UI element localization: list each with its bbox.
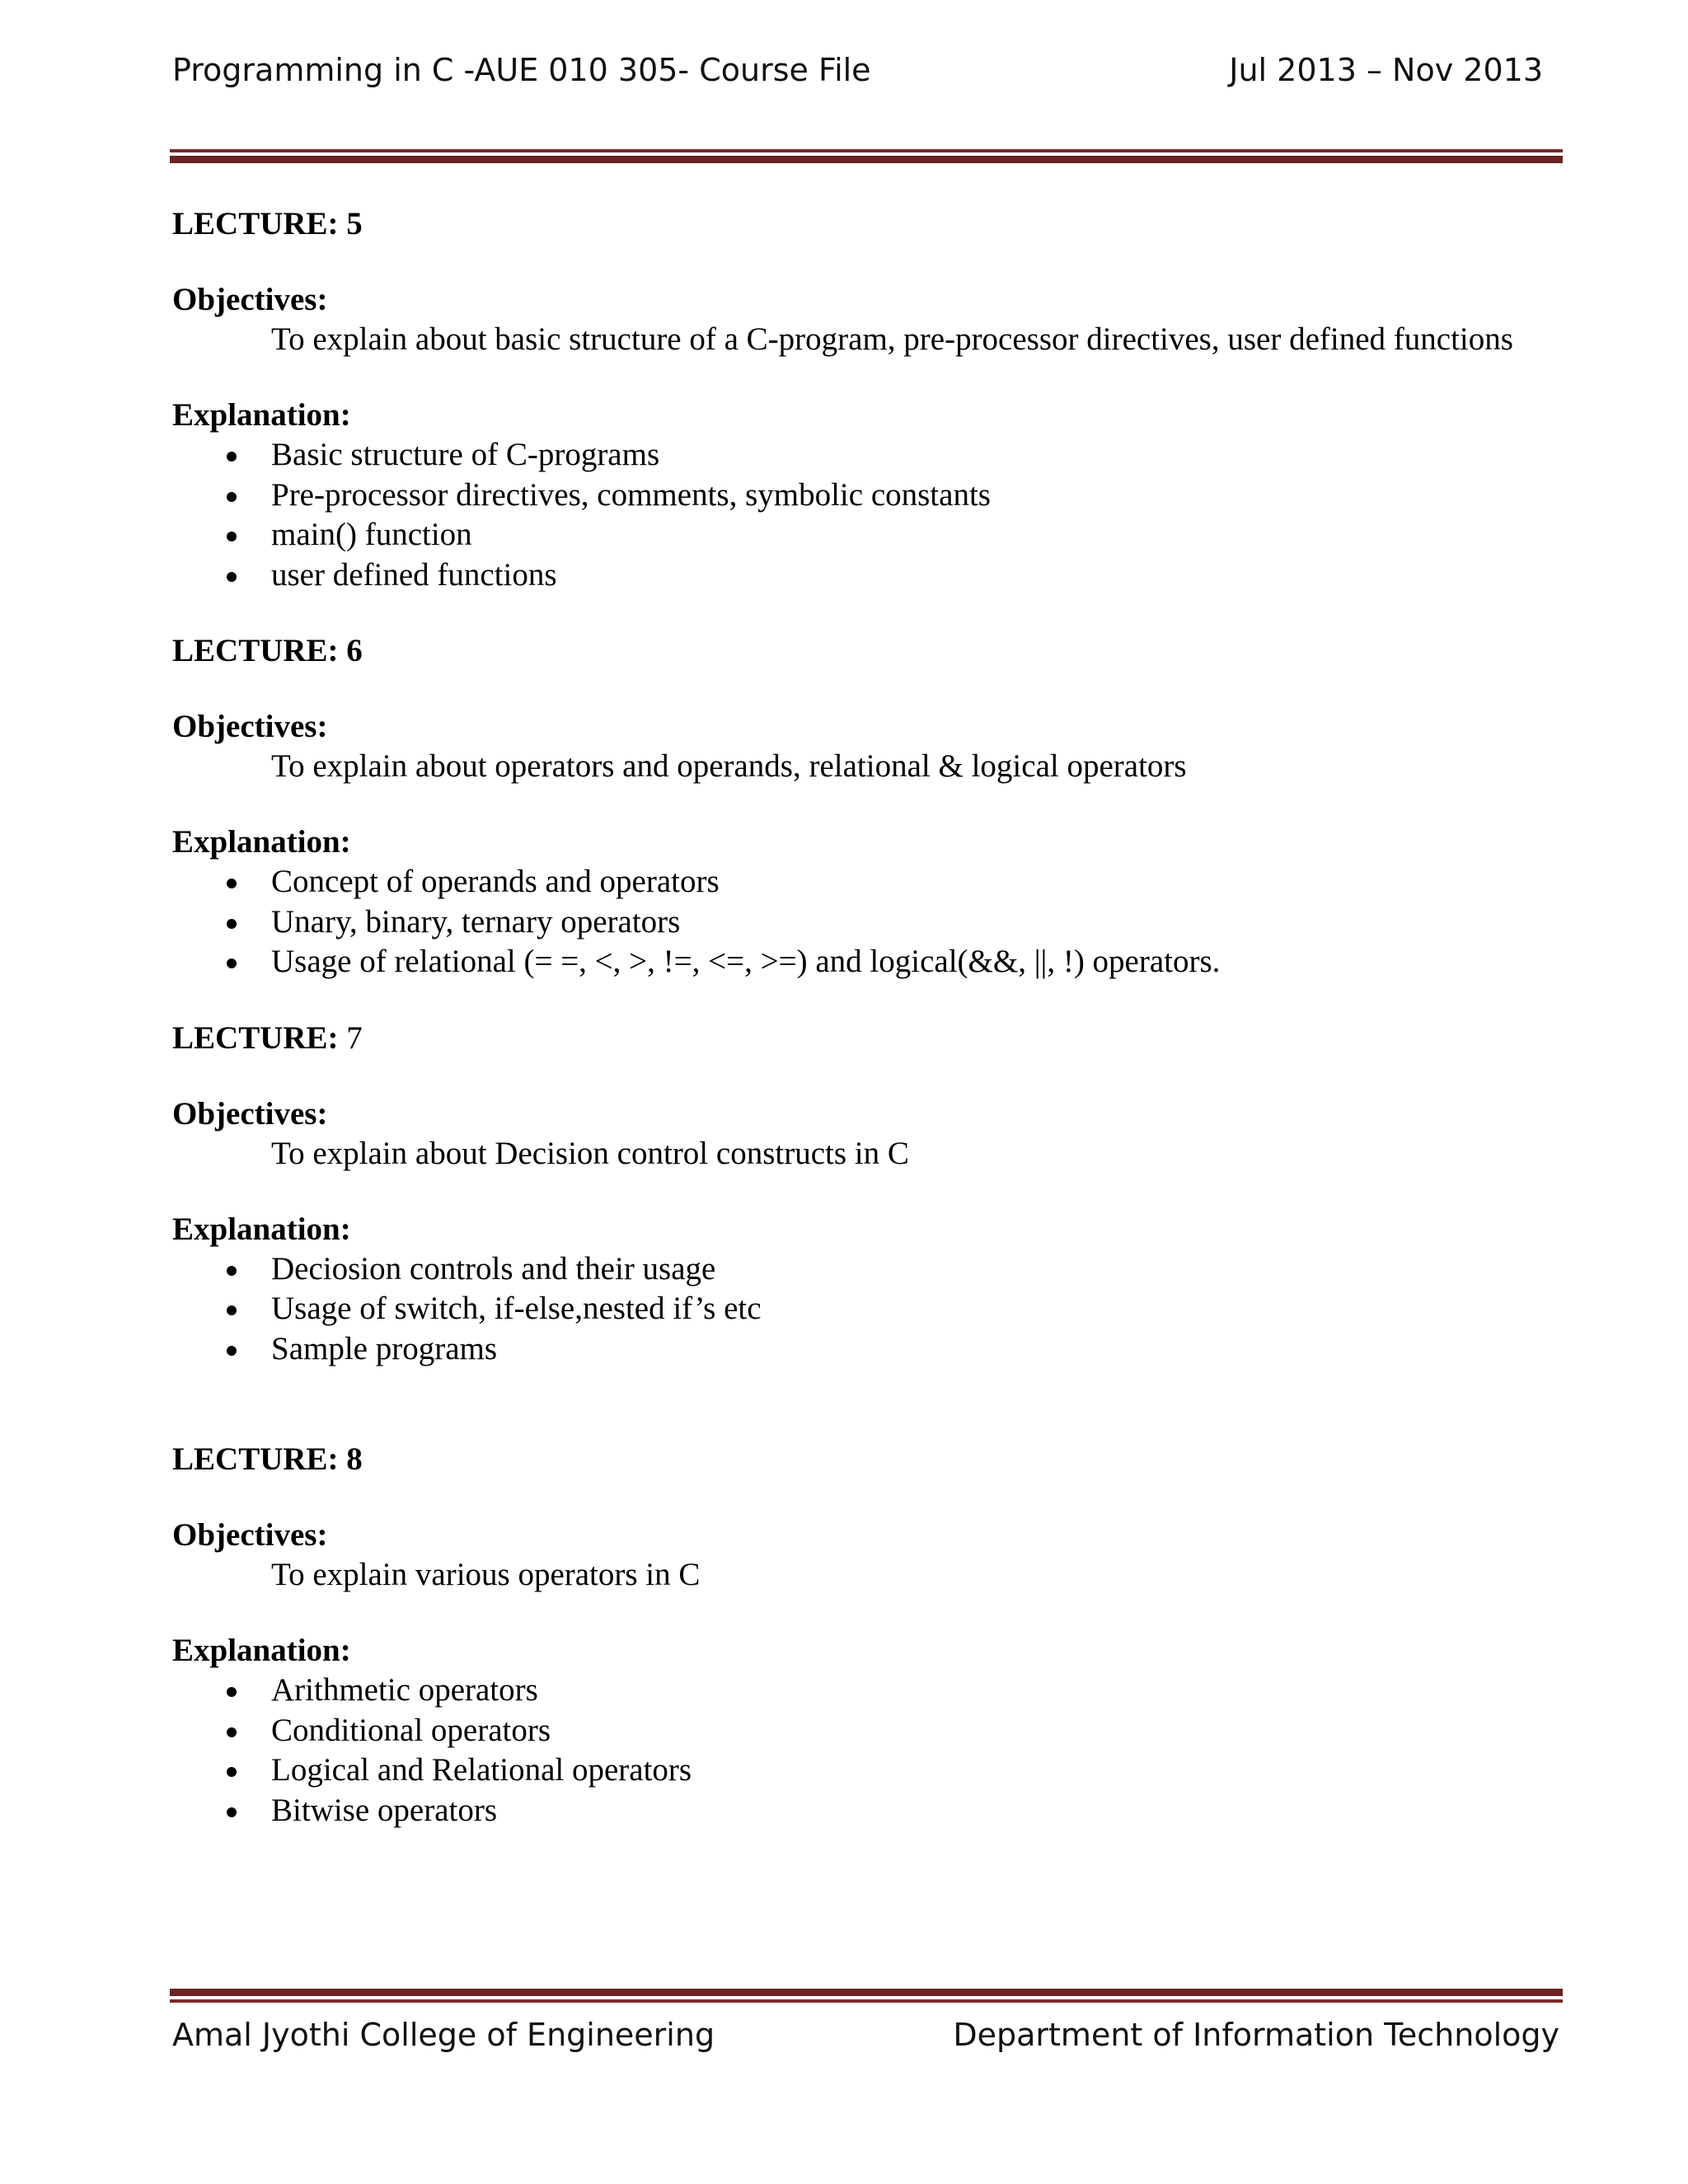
bullet-icon [227, 1767, 237, 1777]
footer-department: Department of Information Technology [953, 2017, 1559, 2053]
explanation-list [172, 435, 1565, 595]
bullet-icon [227, 958, 237, 968]
lecture-7 [172, 1019, 1565, 1370]
page-content [172, 204, 1565, 1830]
list-item: Unary, binary, ternary operators [172, 902, 1565, 943]
explanation-label: Explanation: [172, 397, 351, 433]
explanation-list [172, 1249, 1565, 1370]
list-item: Usage of relational (= =, <, >, !=, <=, >=) and logical(&&, ||, !) operators. [172, 942, 1565, 982]
bullet-icon [227, 532, 237, 541]
bullet-icon [227, 452, 237, 462]
list-item: Deciosion controls and their usage [172, 1249, 1565, 1290]
bullet-icon [227, 1346, 237, 1356]
bullet-icon [227, 1305, 237, 1315]
list-item: Logical and Relational operators [172, 1750, 1565, 1791]
lecture-heading: LECTURE: 8 [172, 1441, 363, 1477]
lecture-5 [172, 204, 1565, 595]
objective-text: To explain about operators and operands, relational & logical operators [271, 748, 1187, 784]
explanation-label: Explanation: [172, 1211, 351, 1247]
list-item: Bitwise operators [172, 1791, 1565, 1831]
list-item: Sample programs [172, 1329, 1565, 1370]
objectives-label: Objectives: [172, 282, 328, 317]
lecture-heading: LECTURE: 5 [172, 206, 363, 241]
header-rule [170, 149, 1563, 163]
list-item: Usage of switch, if-else,nested if’s etc [172, 1289, 1565, 1329]
bullet-icon [227, 879, 237, 888]
bullet-icon [227, 1727, 237, 1737]
list-item: Basic structure of C-programs [172, 435, 1565, 476]
list-item: user defined functions [172, 555, 1565, 596]
explanation-list [172, 862, 1565, 982]
bullet-icon [227, 1807, 237, 1817]
explanation-list [172, 1671, 1565, 1830]
objectives-label: Objectives: [172, 1095, 328, 1132]
objective-text: To explain about basic structure of a C-program, pre-processor directives, user defined functions [271, 321, 1513, 357]
list-item: Arithmetic operators [172, 1671, 1565, 1711]
bullet-icon [227, 572, 237, 582]
bullet-icon [227, 919, 237, 929]
footer-college: Amal Jyothi College of Engineering [172, 2017, 715, 2053]
objective-text: To explain various operators in C [271, 1557, 701, 1592]
explanation-label: Explanation: [172, 1633, 351, 1668]
bullet-icon [227, 1266, 237, 1276]
bullet-icon [227, 1687, 237, 1697]
header-date-range: Jul 2013 – Nov 2013 [1229, 52, 1543, 88]
explanation-label: Explanation: [172, 824, 351, 860]
objectives-label: Objectives: [172, 1517, 328, 1553]
lecture-heading: LECTURE: 7 [172, 1019, 363, 1056]
list-item: Pre-processor directives, comments, symbolic constants [172, 476, 1565, 516]
list-item: Conditional operators [172, 1711, 1565, 1751]
objectives-label: Objectives: [172, 709, 328, 744]
bullet-icon [227, 492, 237, 502]
lecture-8 [172, 1440, 1565, 1830]
footer-rule [170, 1989, 1563, 2003]
objective-text: To explain about Decision control constructs in C [271, 1135, 909, 1171]
header-title: Programming in C -AUE 010 305- Course File [172, 52, 871, 88]
lecture-heading: LECTURE: 6 [172, 633, 363, 668]
list-item: Concept of operands and operators [172, 862, 1565, 902]
list-item: main() function [172, 515, 1565, 555]
lecture-6 [172, 631, 1565, 982]
